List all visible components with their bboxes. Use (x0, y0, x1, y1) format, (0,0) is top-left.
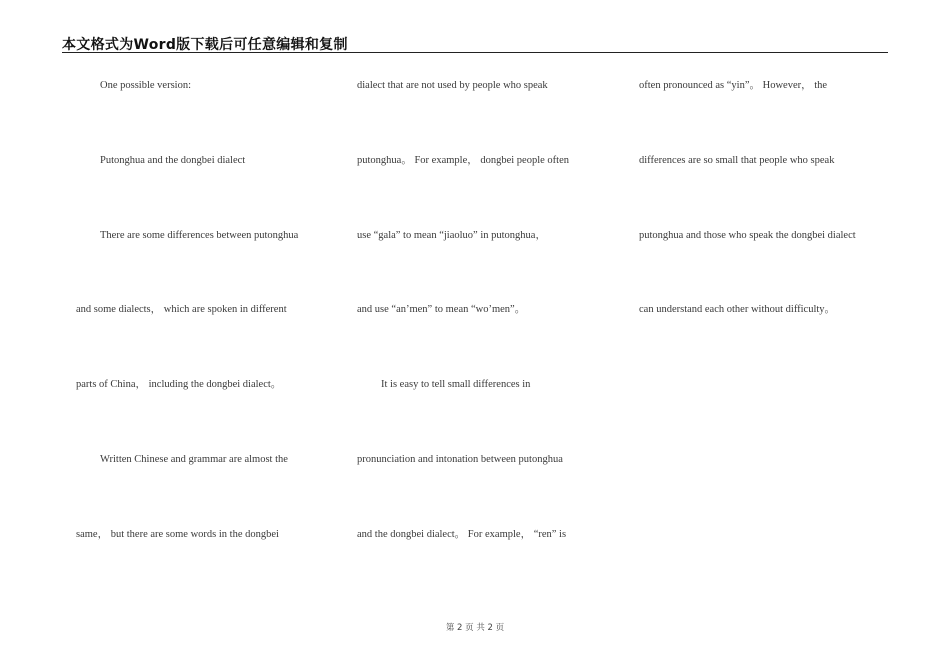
paragraph-line: dialect that are not used by people who speak (357, 80, 548, 91)
paragraph-line: putonghua。 For example， dongbei people often (357, 155, 569, 166)
paragraph-line: often pronounced as “yin”。 However， the (639, 80, 828, 91)
paragraph-line: One possible version: (100, 80, 191, 91)
paragraph-line: pronunciation and intonation between putonghua (357, 454, 563, 465)
paragraph-line: same， but there are some words in the dongbei (76, 529, 279, 540)
page-footer: 第 2 页 共 2 页 (445, 623, 505, 633)
paragraph-line: Putonghua and the dongbei dialect (100, 155, 246, 166)
paragraph-line: can understand each other without difficulty。 (639, 304, 836, 315)
paragraph-line: use “gala” to mean “jiaoluo” in putonghua， (357, 230, 546, 241)
document-header-title: 本文格式为Word版下载后可任意编辑和复制 (62, 37, 348, 53)
paragraph-line: parts of China， including the dongbei dialect。 (76, 379, 282, 390)
paragraph-line: There are some differences between putonghua (100, 230, 299, 241)
paragraph-line: differences are so small that people who speak (639, 155, 835, 166)
paragraph-line: It is easy to tell small differences in (381, 379, 531, 390)
paragraph-line: and use “an’men” to mean “wo’men”。 (357, 304, 526, 315)
paragraph-line: Written Chinese and grammar are almost the (100, 454, 288, 465)
paragraph-line: putonghua and those who speak the dongbei dialect (639, 230, 856, 241)
paragraph-line: and some dialects， which are spoken in different (76, 304, 287, 315)
paragraph-line: and the dongbei dialect。 For example， “ren” is (357, 529, 567, 540)
header-rule (62, 52, 888, 53)
